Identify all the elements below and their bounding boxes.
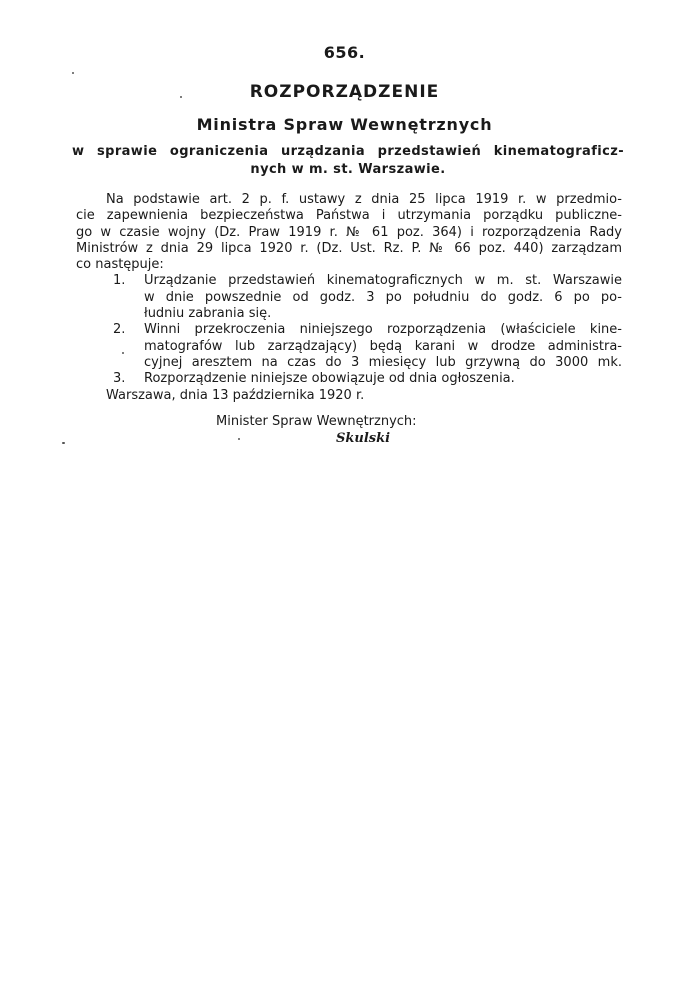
preamble-line: Na podstawie art. 2 p. f. ustawy z dnia 25 lipca 1919 r. w przedmio-	[106, 192, 622, 207]
preamble-line: cie zapewnienia bezpieczeństwa Państwa i utrzymania porządku publiczne-	[76, 208, 622, 224]
subject-line-1: w sprawie ograniczenia urządzania przedstawień kinematograficz-	[72, 144, 624, 159]
item-line: łudniu zabrania się.	[144, 306, 272, 322]
subject-line-2: nych w m. st. Warszawie.	[250, 162, 446, 177]
list-item	[76, 371, 622, 387]
item-line: matografów lub zarządzający) będą karani w drodze administra-	[144, 338, 622, 354]
item-line: Rozporządzenie niniejsze obowiązuje od dnia ogłoszenia.	[144, 371, 515, 387]
item-number: 1.	[113, 273, 126, 289]
item-number: 2.	[113, 322, 126, 338]
item-number: 3.	[113, 371, 126, 387]
preamble-line: co następuje:	[76, 257, 164, 273]
signature: Skulski	[336, 431, 391, 446]
scan-speck	[72, 72, 74, 74]
scan-speck	[238, 438, 240, 440]
list-item	[76, 273, 622, 322]
preamble-line: Ministrów z dnia 29 lipca 1920 r. (Dz. Ust. Rz. P. № 66 poz. 440) zarządzam	[76, 240, 622, 256]
scan-speck	[180, 96, 182, 98]
item-line: Winni przekroczenia niniejszego rozporządzenia (właściciele kine-	[144, 322, 622, 338]
scan-speck	[62, 442, 65, 444]
item-line: Urządzanie przedstawień kinematograficznych w m. st. Warszawie	[144, 273, 622, 289]
scan-speck	[122, 352, 124, 354]
preamble-line: go w czasie wojny (Dz. Praw 1919 r. № 61 poz. 364) i rozporządzenia Rady	[76, 224, 622, 240]
page-number: 656.	[323, 43, 366, 62]
date-line: Warszawa, dnia 13 października 1920 r.	[106, 388, 365, 403]
signer-title: Minister Spraw Wewnętrznych:	[216, 414, 417, 429]
item-line: w dnie powszednie od godz. 3 po południu do godz. 6 po po-	[144, 289, 622, 305]
document-subject	[72, 143, 624, 179]
issuing-authority: Ministra Spraw Wewnętrznych	[196, 115, 493, 134]
item-line: cyjnej aresztem na czas do 3 miesięcy lub grzywną do 3000 mk.	[144, 354, 622, 370]
document-title: ROZPORZĄDZENIE	[249, 82, 440, 102]
document-body	[76, 192, 622, 388]
list-item	[76, 322, 622, 371]
